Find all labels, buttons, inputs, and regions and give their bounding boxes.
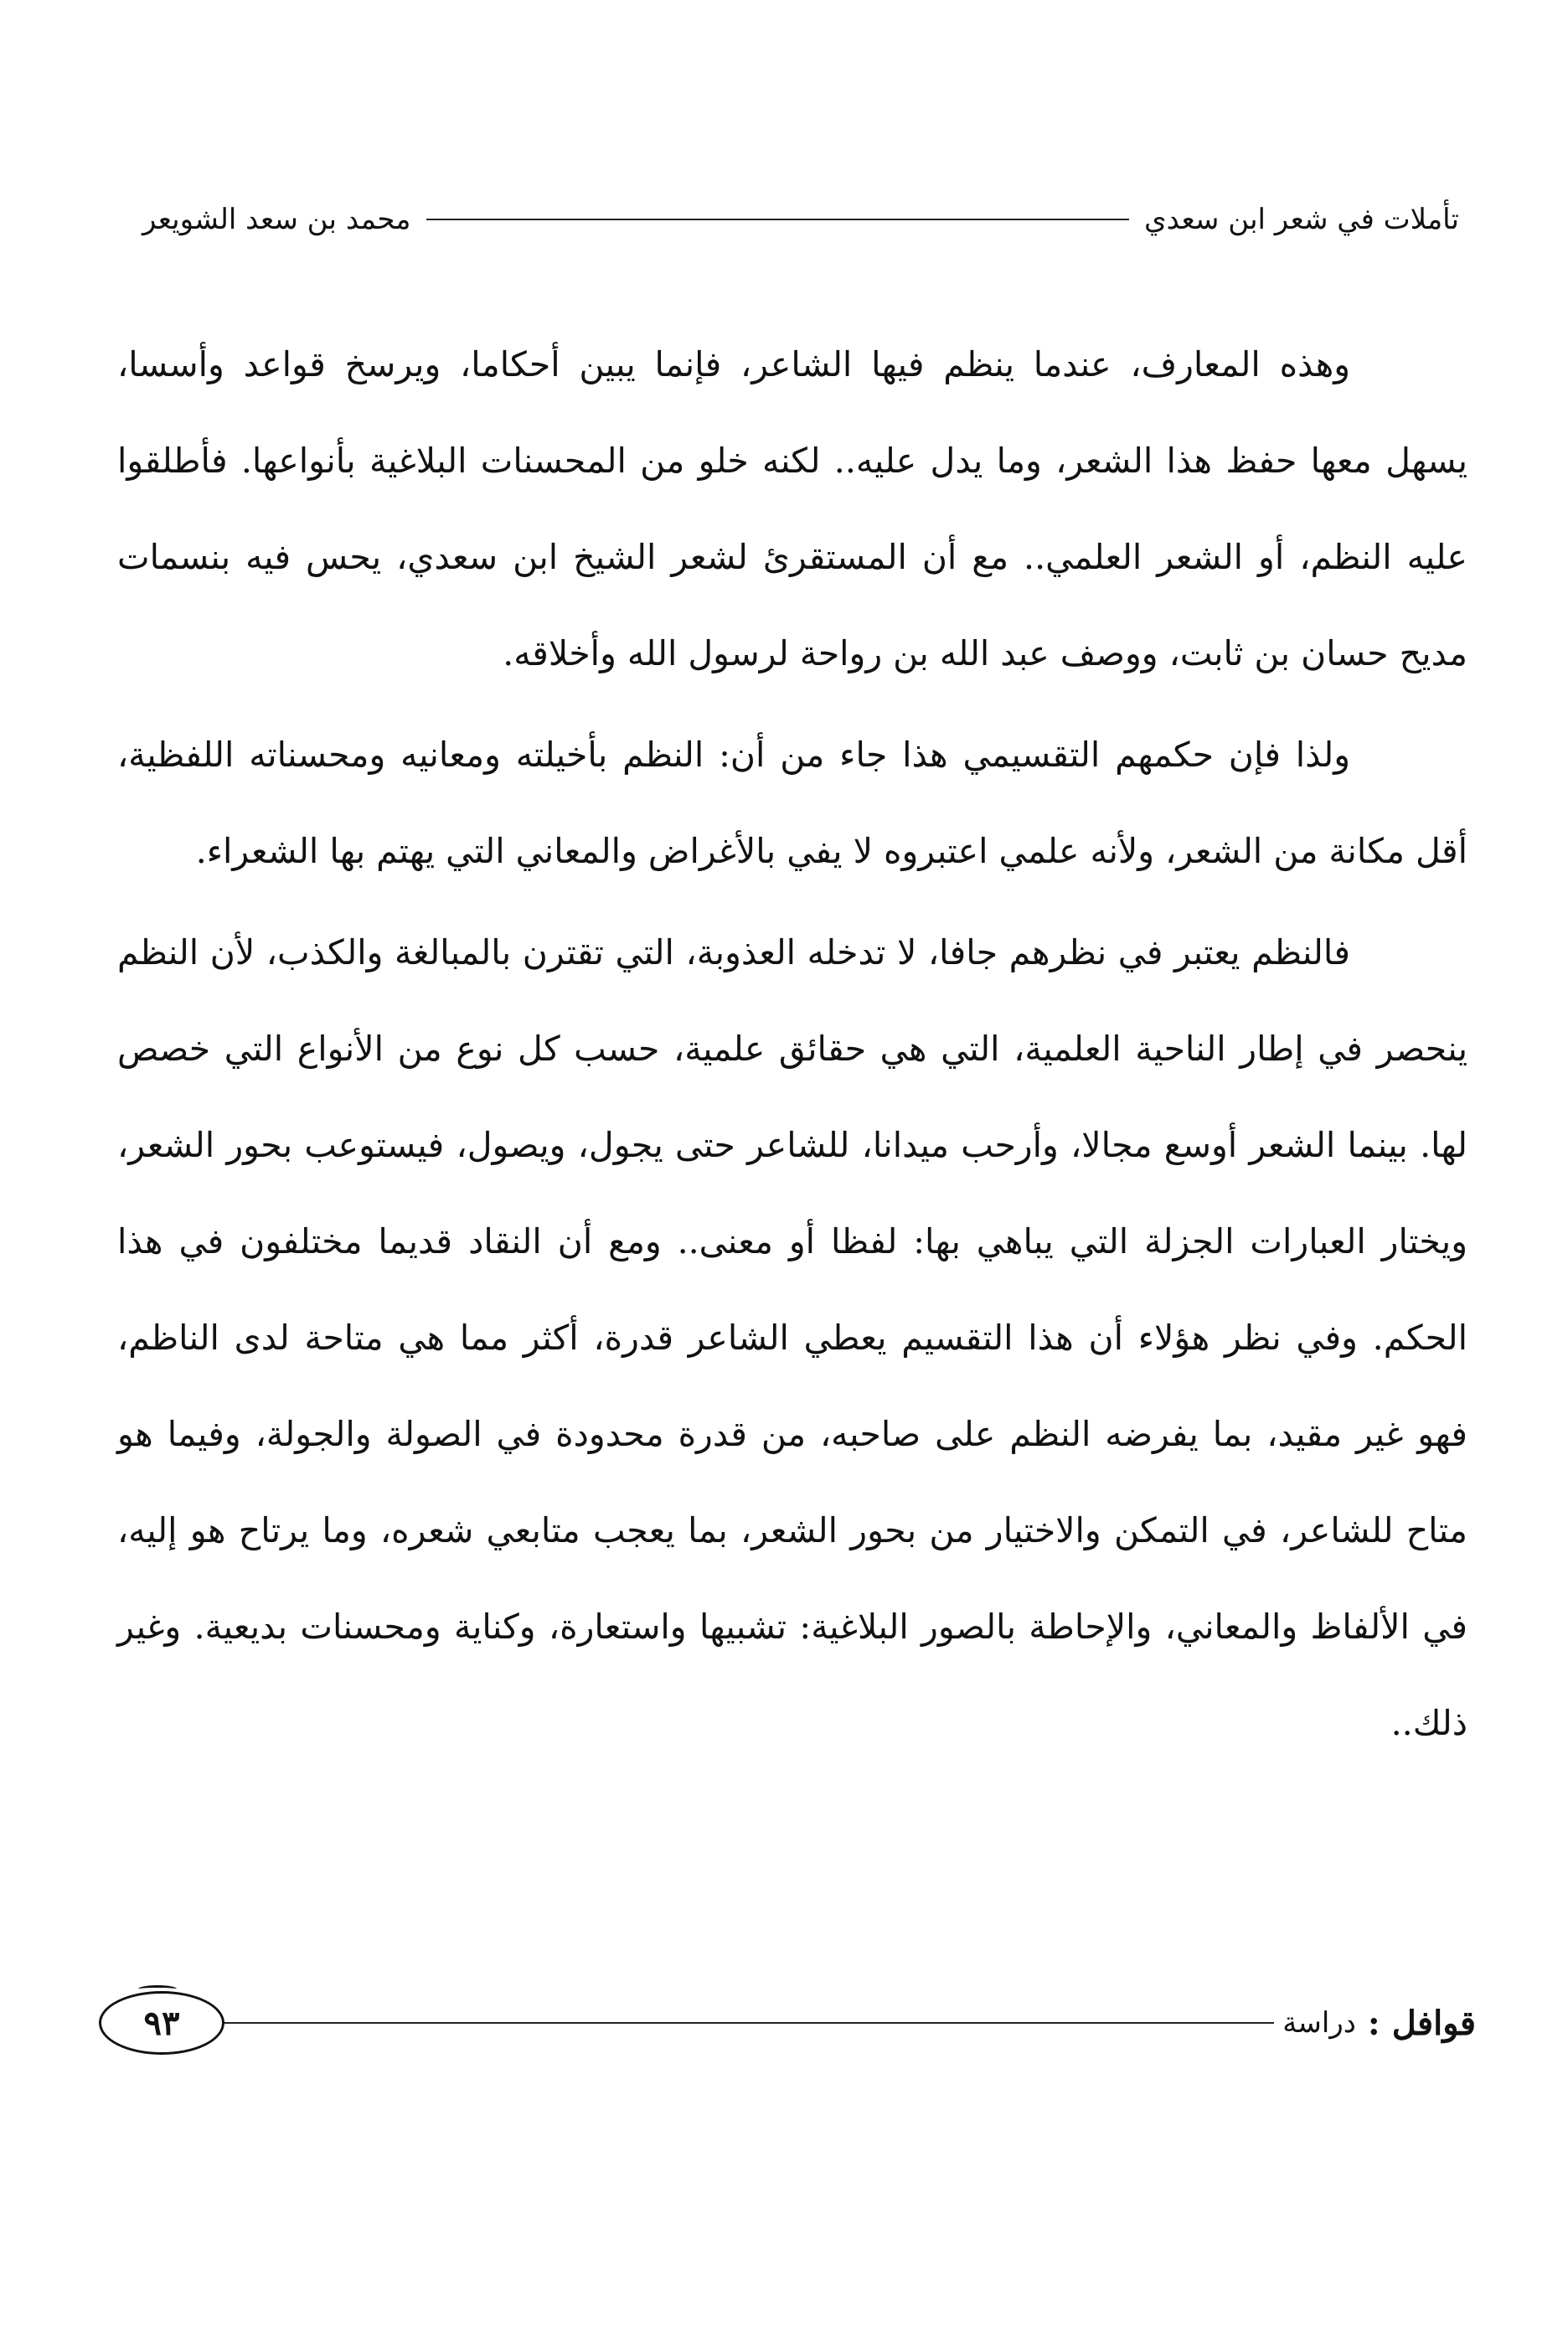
page-footer (99, 1985, 1476, 2061)
header-author: محمد بن سعد الشويعر (142, 203, 411, 236)
paragraph-3: فالنظم يعتبر في نظرهم جافا، لا تدخله العذوبة، التي تقترن بالمبالغة والكذب، لأن النظم ينحصر في إطار الناحية العلمية، التي هي حقائق علمية، حسب كل نوع من الأنواع التي خصص لها. بينما الشعر أوسع مجالا، وأرحب ميدانا، للشاعر حتى يجول، ويصول، فيستوعب بحور الشعر، ويختار العبارات الجزلة التي يباهي بها: لفظا أو معنى.. ومع أن النقاد قديما مختلفون في هذا الحكم. وفي نظر هؤلاء أن هذا التقسيم يعطي الشاعر قدرة، أكثر مما هي متاحة لدى الناظم، فهو غير مقيد، بما يفرضه النظم على صاحبه، من قدرة محدودة في الصولة والجولة، وفيما هو متاح للشاعر، في التمكن والاختيار من بحور الشعر، بما يعجب متابعي شعره، وما يرتاح هو إليه، في الألفاظ والمعاني، والإحاطة بالصور البلاغية: تشبيها واستعارة، وكناية ومحسنات بديعية. وغير ذلك.. (117, 932, 1467, 1743)
paragraph-1: وهذه المعارف، عندما ينظم فيها الشاعر، فإنما يبين أحكاما، ويرسخ قواعد وأسسا، يسهل معها حفظ هذا الشعر، وما يدل عليه.. لكنه خلو من المحسنات البلاغية بأنواعها. فأطلقوا عليه النظم، أو الشعر العلمي.. مع أن المستقرئ لشعر الشيخ ابن سعدي، يحس فيه بنسمات مديح حسان بن ثابت، ووصف عبد الله بن رواحة لرسول الله وأخلاقه. (117, 344, 1467, 673)
paragraph-2: ولذا فإن حكمهم التقسيمي هذا جاء من أن: النظم بأخيلته ومعانيه ومحسناته اللفظية، أقل مكانة من الشعر، ولأنه علمي اعتبروه لا يفي بالأغراض والمعاني التي يهتم بها الشعراء. (117, 735, 1467, 871)
page-number: ٩٣ (143, 2003, 180, 2043)
footer-journal-name: قوافل (1391, 2003, 1476, 2043)
page-number-badge (99, 1991, 224, 2055)
footer-section-label: دراسة (1282, 2006, 1356, 2040)
header-book-title: تأملات في شعر ابن سعدي (1144, 203, 1459, 236)
footer-rule (224, 2022, 1274, 2024)
header-rule (426, 219, 1130, 220)
footer-separator: : (1367, 2003, 1380, 2043)
running-header (142, 194, 1459, 245)
body-text (117, 317, 1467, 1772)
